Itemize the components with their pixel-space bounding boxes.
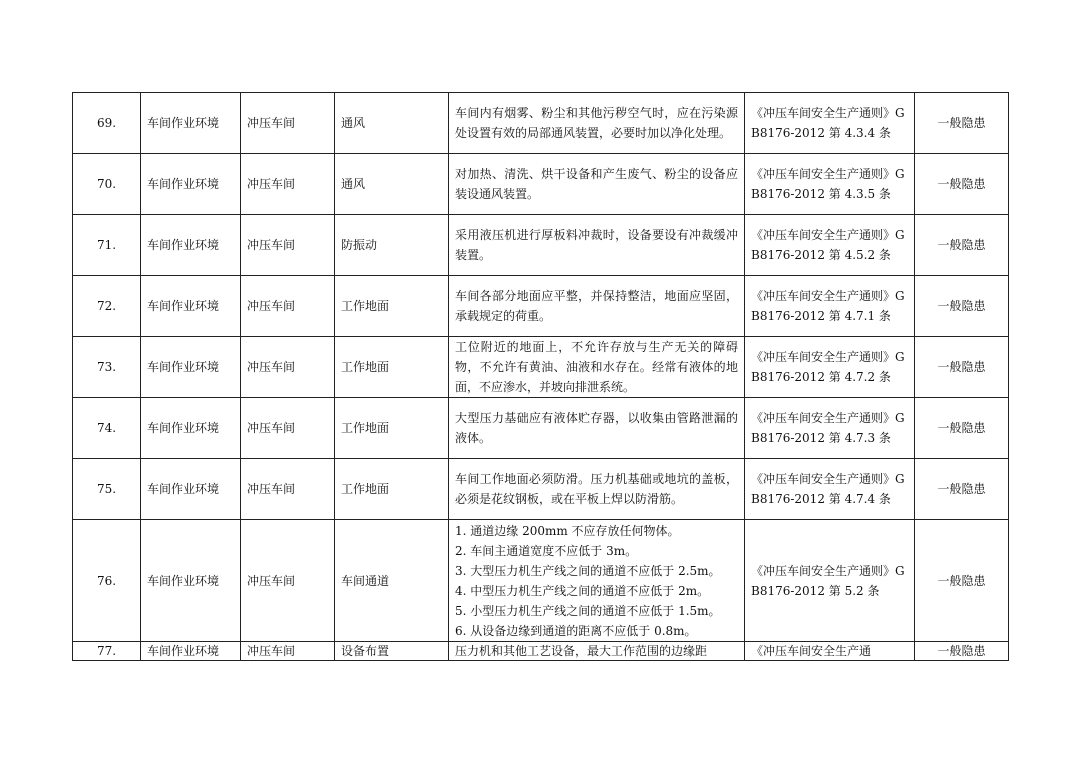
row-number: 73. [73,337,141,398]
check-item-cell: 设备布置 [335,642,449,661]
table-row [73,276,1009,337]
basis-cell: 《冲压车间安全生产通则》GB8176-2012 第 4.7.2 条 [745,337,915,398]
category-cell: 车间作业环境 [141,642,241,661]
hazard-level-cell: 一般隐患 [915,276,1009,337]
category-cell: 车间作业环境 [141,154,241,215]
basis-cell: 《冲压车间安全生产通则》GB8176-2012 第 4.3.5 条 [745,154,915,215]
basis-cell: 《冲压车间安全生产通则》GB8176-2012 第 4.3.4 条 [745,93,915,154]
workshop-cell: 冲压车间 [241,276,335,337]
table-row [73,154,1009,215]
check-item-cell: 防振动 [335,215,449,276]
row-number: 71. [73,215,141,276]
basis-cell: 《冲压车间安全生产通 [745,642,915,661]
table-row [73,93,1009,154]
description-cell: 车间各部分地面应平整，并保持整洁，地面应坚固，承载规定的荷重。 [449,276,745,337]
description-cell: 采用液压机进行厚板料冲裁时，设备要设有冲裁缓冲装置。 [449,215,745,276]
hazard-level-cell: 一般隐患 [915,459,1009,520]
hazard-level-cell: 一般隐患 [915,215,1009,276]
description-cell: 车间工作地面必须防滑。压力机基础或地坑的盖板，必须是花纹钢板，或在平板上焊以防滑筋。 [449,459,745,520]
row-number: 77. [73,642,141,661]
basis-cell: 《冲压车间安全生产通则》GB8176-2012 第 5.2 条 [745,520,915,642]
category-cell: 车间作业环境 [141,93,241,154]
row-number: 72. [73,276,141,337]
list-item: 4. 中型压力机生产线之间的通道不应低于 2m。 [455,583,710,598]
row-number: 69. [73,93,141,154]
workshop-cell: 冲压车间 [241,459,335,520]
workshop-cell: 冲压车间 [241,154,335,215]
category-cell: 车间作业环境 [141,398,241,459]
check-item-cell: 工作地面 [335,398,449,459]
check-item-cell: 车间通道 [335,520,449,642]
check-item-cell: 工作地面 [335,276,449,337]
workshop-cell: 冲压车间 [241,642,335,661]
table-row [73,337,1009,398]
basis-cell: 《冲压车间安全生产通则》GB8176-2012 第 4.7.4 条 [745,459,915,520]
category-cell: 车间作业环境 [141,520,241,642]
hazard-table [72,92,1009,661]
aisle-requirements-list [455,521,738,641]
check-item-cell: 工作地面 [335,337,449,398]
table-row [73,459,1009,520]
list-item: 3. 大型压力机生产线之间的通道不应低于 2.5m。 [455,563,721,578]
table-row [73,215,1009,276]
table-row [73,520,1009,642]
row-number: 75. [73,459,141,520]
row-number: 74. [73,398,141,459]
category-cell: 车间作业环境 [141,337,241,398]
hazard-level-cell: 一般隐患 [915,642,1009,661]
hazard-level-cell: 一般隐患 [915,398,1009,459]
list-item: 1. 通道边缘 200mm 不应存放任何物体。 [455,523,680,538]
description-cell: 工位附近的地面上，不允许存放与生产无关的障碍物，不允许有黄油、油液和水存在。经常有液体的地面，不应渗水，并坡向排泄系统。 [449,337,745,398]
description-cell: 对加热、清洗、烘干设备和产生废气、粉尘的设备应装设通风装置。 [449,154,745,215]
hazard-level-cell: 一般隐患 [915,337,1009,398]
hazard-level-cell: 一般隐患 [915,93,1009,154]
row-number: 70. [73,154,141,215]
category-cell: 车间作业环境 [141,459,241,520]
basis-cell: 《冲压车间安全生产通则》GB8176-2012 第 4.5.2 条 [745,215,915,276]
workshop-cell: 冲压车间 [241,93,335,154]
workshop-cell: 冲压车间 [241,215,335,276]
list-item: 6. 从设备边缘到通道的距离不应低于 0.8m。 [455,623,697,638]
check-item-cell: 工作地面 [335,459,449,520]
list-item: 2. 车间主通道宽度不应低于 3m。 [455,543,638,558]
description-cell: 大型压力基础应有液体贮存器，以收集由管路泄漏的液体。 [449,398,745,459]
workshop-cell: 冲压车间 [241,520,335,642]
hazard-level-cell: 一般隐患 [915,520,1009,642]
table-row [73,642,1009,661]
description-cell: 压力机和其他工艺设备，最大工作范围的边缘距 [449,642,745,661]
workshop-cell: 冲压车间 [241,337,335,398]
workshop-cell: 冲压车间 [241,398,335,459]
list-item: 5. 小型压力机生产线之间的通道不应低于 1.5m。 [455,603,721,618]
hazard-level-cell: 一般隐患 [915,154,1009,215]
basis-cell: 《冲压车间安全生产通则》GB8176-2012 第 4.7.1 条 [745,276,915,337]
row-number: 76. [73,520,141,642]
table-row [73,398,1009,459]
check-item-cell: 通风 [335,154,449,215]
description-cell [449,520,745,642]
basis-cell: 《冲压车间安全生产通则》GB8176-2012 第 4.7.3 条 [745,398,915,459]
description-cell: 车间内有烟雾、粉尘和其他污秽空气时，应在污染源处设置有效的局部通风装置，必要时加以净化处理。 [449,93,745,154]
category-cell: 车间作业环境 [141,215,241,276]
category-cell: 车间作业环境 [141,276,241,337]
check-item-cell: 通风 [335,93,449,154]
